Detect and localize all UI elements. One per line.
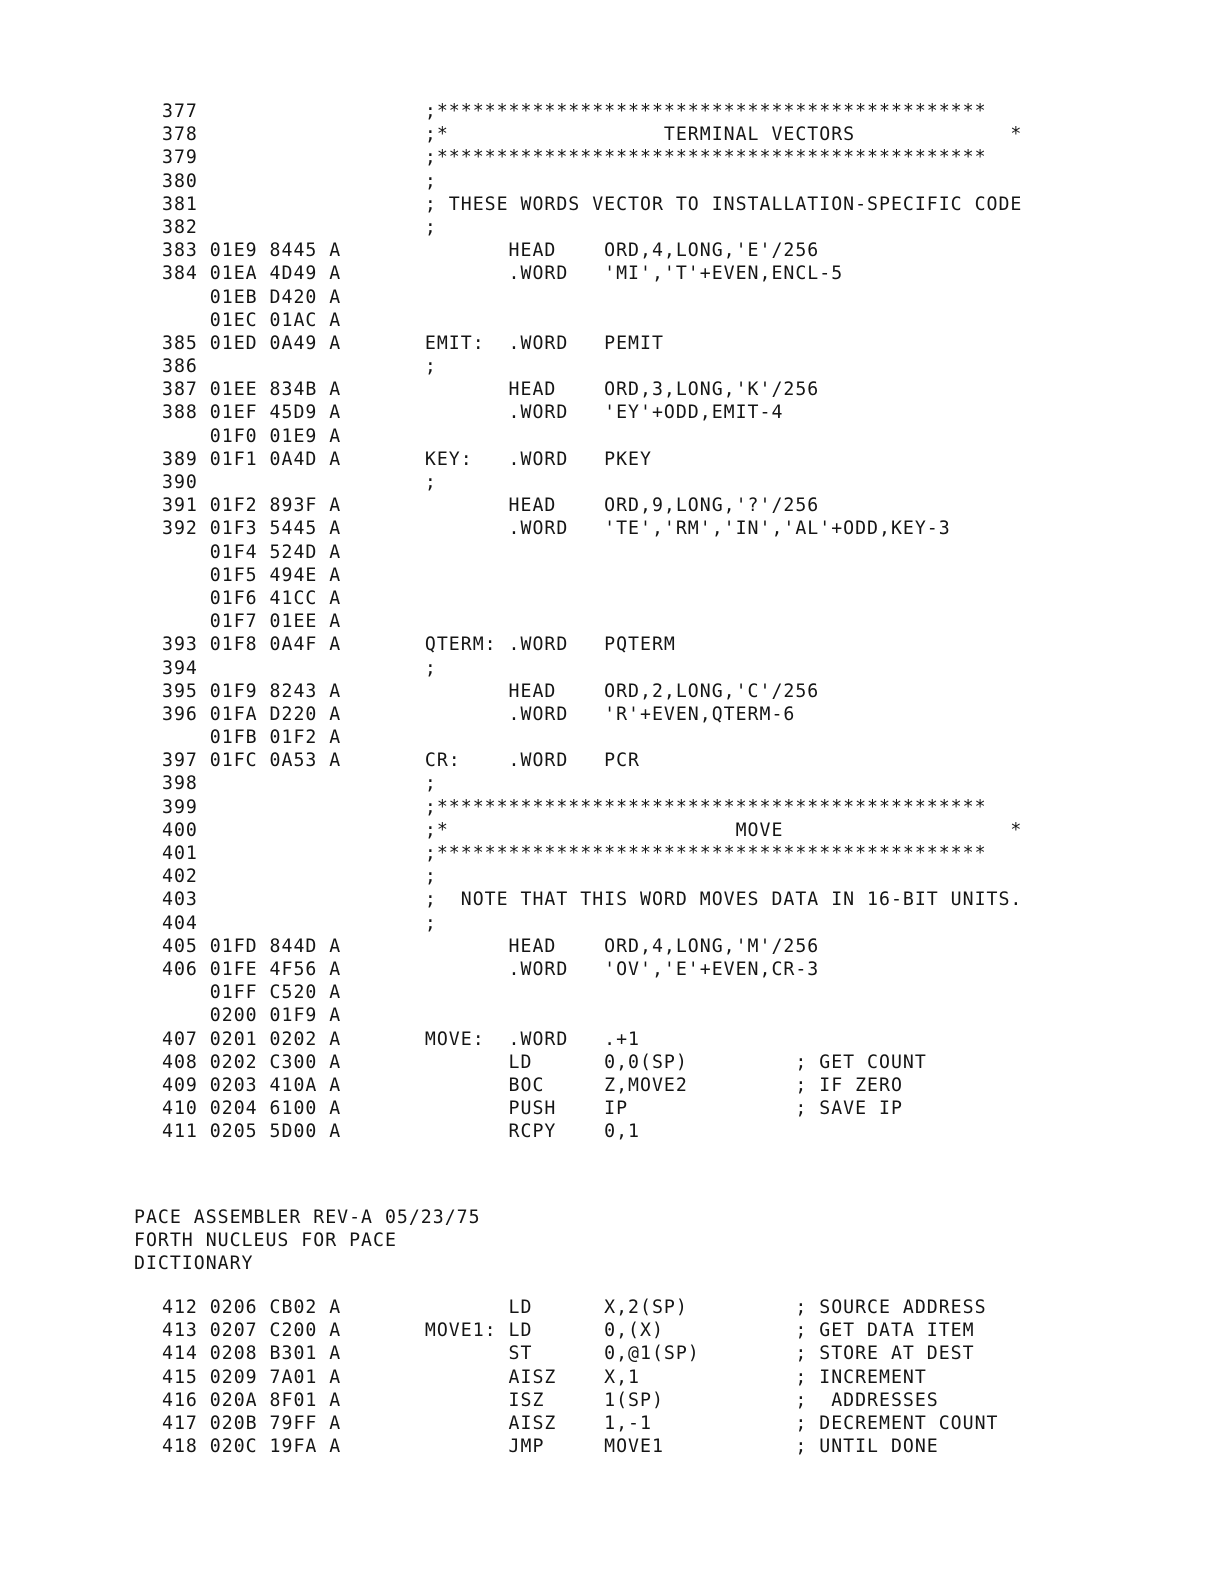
- listing-line: 382 ;: [162, 216, 437, 238]
- listing-line: 01F4 524D A: [162, 541, 342, 563]
- listing-line: 01EC 01AC A: [162, 309, 342, 331]
- listing-line: 418 020C 19FA A JMP MOVE1 ; UNTIL DONE: [162, 1436, 939, 1458]
- listing-line: 416 020A 8F01 A ISZ 1(SP) ; ADDRESSES: [162, 1389, 939, 1411]
- listing-line: 417 020B 79FF A AISZ 1,-1 ; DECREMENT COUNT: [162, 1412, 999, 1434]
- listing-line: 390 ;: [162, 472, 437, 493]
- assembly-listing-top: [162, 100, 1022, 1143]
- listing-line: 01F6 41CC A: [162, 587, 342, 609]
- listing-line: 398 ;: [162, 773, 437, 795]
- listing-line: 397 01FC 0A53 A CR: .WORD PCR: [162, 750, 640, 772]
- listing-line: 381 ; THESE WORDS VECTOR TO INSTALLATION-SPECIFIC CODE: [162, 193, 1023, 215]
- listing-line: 01FB 01F2 A: [162, 727, 342, 749]
- listing-line: 395 01F9 8243 A HEAD ORD,2,LONG,'C'/256: [162, 680, 820, 702]
- listing-line: 01F0 01E9 A: [162, 425, 342, 447]
- header-line: DICTIONARY: [134, 1253, 254, 1275]
- listing-line: 394 ;: [162, 657, 437, 679]
- listing-line: 392 01F3 5445 A .WORD 'TE','RM','IN','AL'+ODD,KEY-3: [162, 518, 951, 540]
- listing-line: 386 ;: [162, 356, 437, 378]
- listing-line: 405 01FD 844D A HEAD ORD,4,LONG,'M'/256: [162, 935, 820, 957]
- listing-line: 380 ;: [162, 170, 437, 192]
- listing-line: 0200 01F9 A: [162, 1005, 342, 1027]
- listing-line: 393 01F8 0A4F A QTERM: .WORD PQTERM: [162, 634, 676, 656]
- listing-line: 406 01FE 4F56 A .WORD 'OV','E'+EVEN,CR-3: [162, 958, 820, 980]
- listing-line: 410 0204 6100 A PUSH IP ; SAVE IP: [162, 1098, 903, 1120]
- page-header: [134, 1206, 481, 1276]
- listing-line: 389 01F1 0A4D A KEY: .WORD PKEY: [162, 448, 652, 470]
- listing-line: 391 01F2 893F A HEAD ORD,9,LONG,'?'/256: [162, 495, 820, 517]
- listing-line: 414 0208 B301 A ST 0,@1(SP) ; STORE AT DEST: [162, 1343, 975, 1365]
- listing-line: 400 ;* MOVE *: [162, 819, 1023, 841]
- listing-line: 411 0205 5D00 A RCPY 0,1: [162, 1121, 640, 1143]
- header-line: FORTH NUCLEUS FOR PACE: [134, 1230, 397, 1252]
- listing-line: 01FF C520 A: [162, 982, 342, 1004]
- listing-line: 408 0202 C300 A LD 0,0(SP) ; GET COUNT: [162, 1051, 927, 1073]
- listing-line: 384 01EA 4D49 A .WORD 'MI','T'+EVEN,ENCL-5: [162, 263, 844, 285]
- listing-line: 387 01EE 834B A HEAD ORD,3,LONG,'K'/256: [162, 379, 820, 401]
- listing-line: 379 ;**********************************************: [162, 147, 987, 169]
- listing-line: 404 ;: [162, 912, 437, 934]
- listing-line: 407 0201 0202 A MOVE: .WORD .+1: [162, 1028, 640, 1050]
- listing-line: 01F5 494E A: [162, 564, 342, 586]
- listing-line: 403 ; NOTE THAT THIS WORD MOVES DATA IN 16-BIT UNITS.: [162, 889, 1023, 911]
- listing-line: 383 01E9 8445 A HEAD ORD,4,LONG,'E'/256: [162, 240, 820, 262]
- listing-line: 413 0207 C200 A MOVE1: LD 0,(X) ; GET DATA ITEM: [162, 1320, 975, 1342]
- listing-line: 01EB D420 A: [162, 286, 342, 308]
- listing-line: 415 0209 7A01 A AISZ X,1 ; INCREMENT: [162, 1366, 927, 1388]
- header-line: PACE ASSEMBLER REV-A 05/23/75: [134, 1207, 481, 1228]
- listing-line: 399 ;**********************************************: [162, 796, 987, 818]
- listing-line: 377 ;**********************************************: [162, 101, 987, 122]
- listing-line: 396 01FA D220 A .WORD 'R'+EVEN,QTERM-6: [162, 703, 796, 725]
- listing-line: 378 ;* TERMINAL VECTORS *: [162, 124, 1023, 146]
- listing-line: 409 0203 410A A BOC Z,MOVE2 ; IF ZERO: [162, 1074, 903, 1096]
- listing-line: 402 ;: [162, 866, 437, 888]
- listing-line: 385 01ED 0A49 A EMIT: .WORD PEMIT: [162, 332, 664, 354]
- listing-line: 388 01EF 45D9 A .WORD 'EY'+ODD,EMIT-4: [162, 402, 784, 424]
- listing-line: 01F7 01EE A: [162, 611, 342, 633]
- listing-line: 401 ;**********************************************: [162, 843, 987, 864]
- assembly-listing-bottom: [162, 1296, 999, 1458]
- listing-line: 412 0206 CB02 A LD X,2(SP) ; SOURCE ADDRESS: [162, 1297, 987, 1318]
